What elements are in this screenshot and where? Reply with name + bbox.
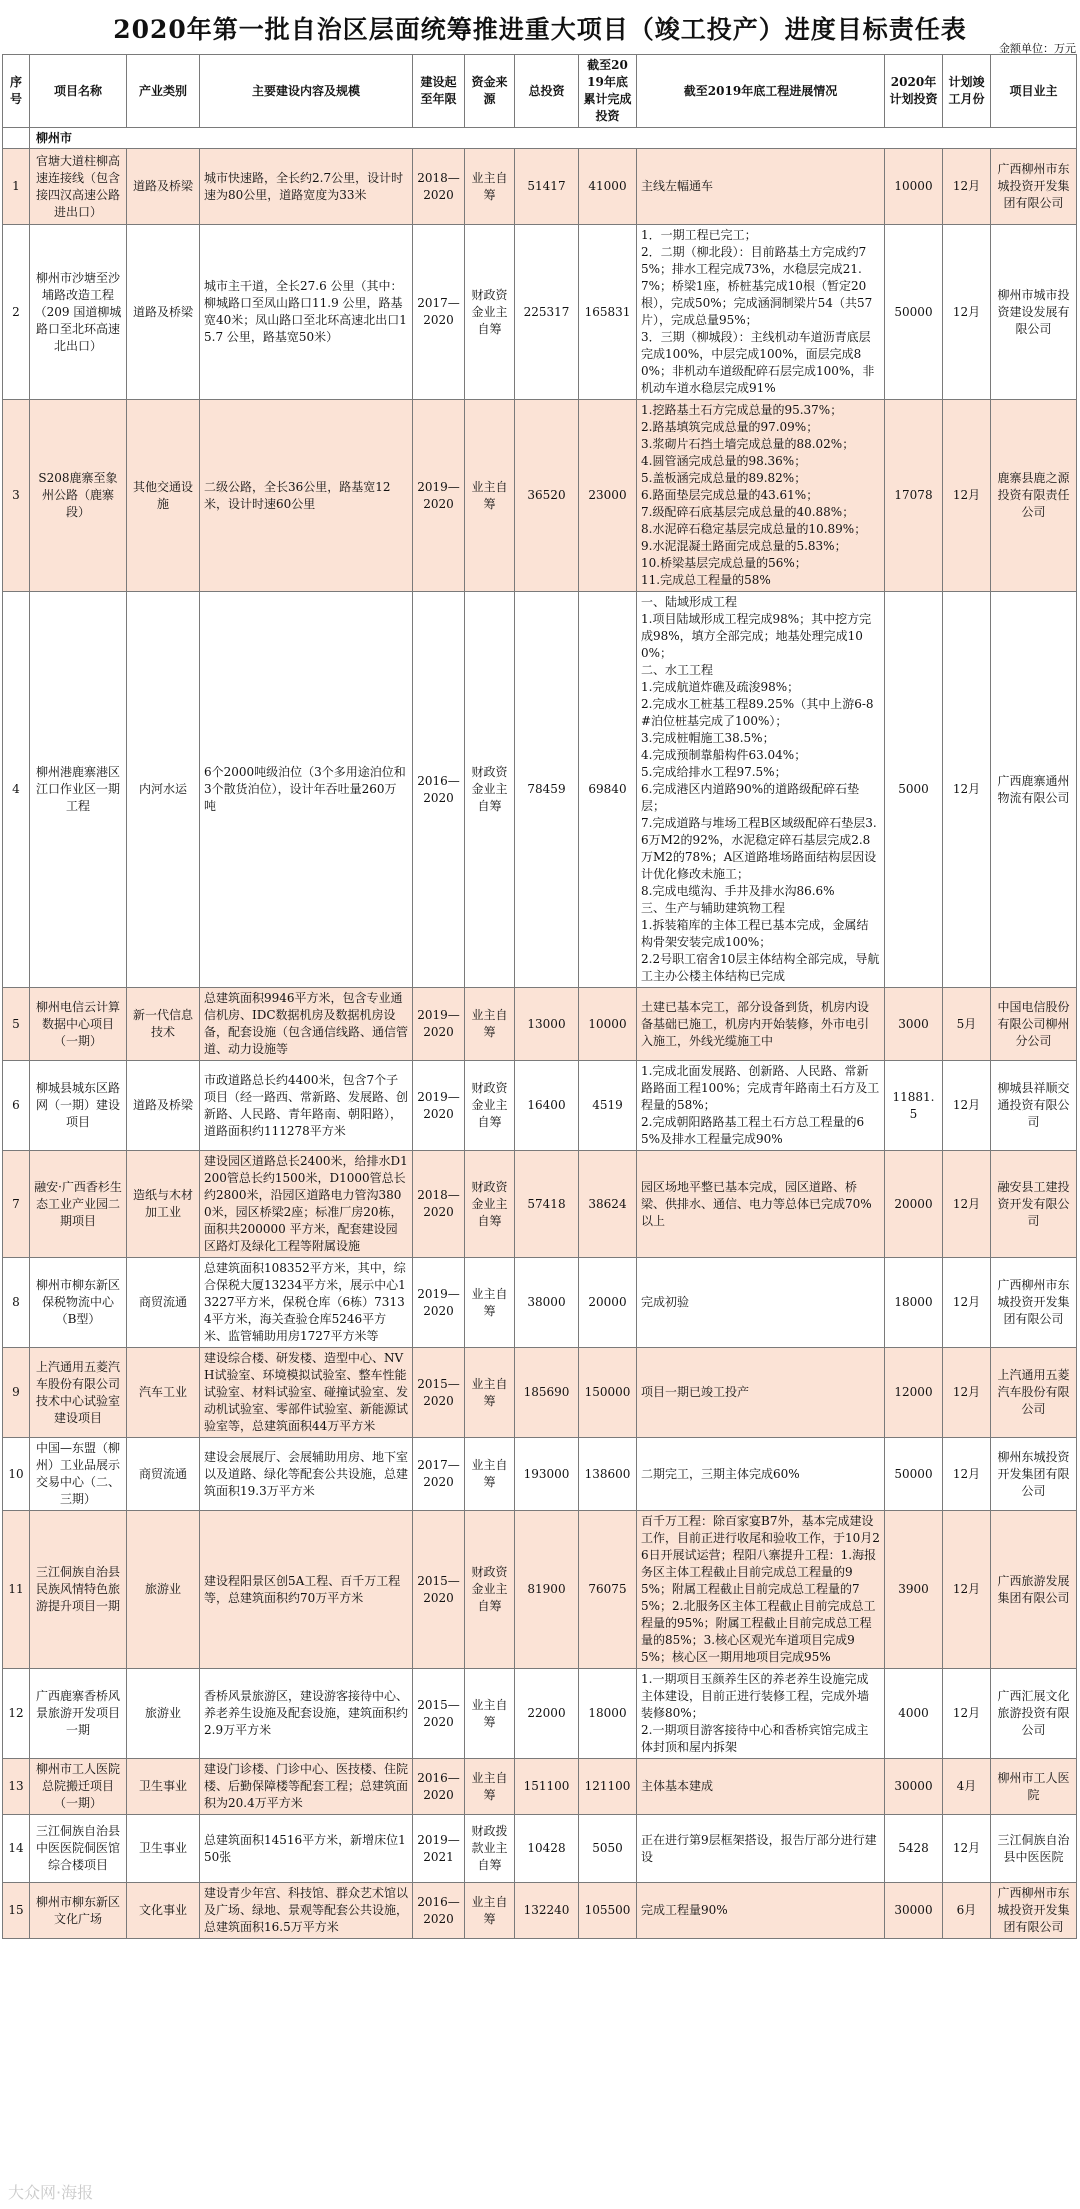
construction-content: 城市快速路，全长约2.7公里，设计时速为80公里，道路宽度为33米 bbox=[200, 149, 413, 225]
completed-investment: 150000 bbox=[579, 1348, 637, 1438]
construction-years: 2015—2020 bbox=[413, 1348, 465, 1438]
project-name: 中国—东盟（柳州）工业品展示交易中心（二、三期） bbox=[30, 1438, 127, 1511]
planned-investment-2020: 30000 bbox=[885, 1759, 943, 1815]
table-row bbox=[3, 1258, 1077, 1348]
progress-line: 百千万工程：除百家宴B7外，基本完成建设工作，目前正进行收尾和验收工作，于10月26日开展试运营；程阳八寨提升工程：1.海报务区主体工程截止目前完成总工程量的95%；附属工程截止目前完成总工程量的75%；2.北服务区主体工程截止目前完成总工程量的95%；附属工程截止目前完成总工程量的85%；3.核心区观光车道项目完成95%；核心区一期用地项目完成95% bbox=[641, 1514, 880, 1664]
fund-source: 财政资金业主自筹 bbox=[465, 1511, 515, 1669]
row-number: 14 bbox=[3, 1815, 30, 1883]
construction-content: 二级公路，全长36公里，路基宽12米，设计时速60公里 bbox=[200, 400, 413, 592]
table-row bbox=[3, 988, 1077, 1061]
fund-source: 业主自筹 bbox=[465, 988, 515, 1061]
progress-status bbox=[637, 1258, 885, 1348]
construction-years: 2015—2020 bbox=[413, 1669, 465, 1759]
construction-years: 2017—2020 bbox=[413, 1438, 465, 1511]
progress-line: 6.完成港区内道路90%的道路级配碎石垫层； bbox=[641, 782, 860, 813]
construction-years: 2016—2020 bbox=[413, 1759, 465, 1815]
completed-investment: 76075 bbox=[579, 1511, 637, 1669]
progress-line: 主线左幅通车 bbox=[641, 179, 714, 193]
row-number: 1 bbox=[3, 149, 30, 225]
planned-completion-month: 5月 bbox=[943, 988, 991, 1061]
row-number: 9 bbox=[3, 1348, 30, 1438]
construction-content: 建设园区道路总长2400米，给排水D1200管总长约1500米，D1000管总长约2800米，沿园区道路电力管沟3800米，园区桥梁2座；标准厂房20栋，面积共200000 平方米，配套建设园区路灯及绿化工程等附属设施 bbox=[200, 1151, 413, 1258]
header-cell: 计划竣工月份 bbox=[943, 55, 991, 128]
construction-content: 总建筑面积14516平方米，新增床位150张 bbox=[200, 1815, 413, 1883]
row-number: 12 bbox=[3, 1669, 30, 1759]
completed-investment: 41000 bbox=[579, 149, 637, 225]
progress-line: 9.水泥混凝土路面完成总量的5.83%； bbox=[641, 539, 847, 553]
project-owner: 上汽通用五菱汽车股份有限公司 bbox=[991, 1348, 1077, 1438]
planned-investment-2020: 5428 bbox=[885, 1815, 943, 1883]
progress-status bbox=[637, 1061, 885, 1151]
total-investment: 81900 bbox=[515, 1511, 579, 1669]
progress-line: 3．三期（柳城段）：主线机动车道沥青底层完成100%，中层完成100%，面层完成80%；非机动车道级配碎石层完成100%，非机动车道水稳层完成91% bbox=[641, 330, 875, 395]
industry-category: 卫生事业 bbox=[127, 1815, 200, 1883]
city-row bbox=[3, 128, 1077, 149]
total-investment: 57418 bbox=[515, 1151, 579, 1258]
fund-source: 业主自筹 bbox=[465, 1759, 515, 1815]
progress-line: 2．二期（柳北段）：目前路基土方完成约75%；排水工程完成73%，水稳层完成21.7%；桥梁1座，桥桩基完成10根（暂定20根），完成50%；完成涵洞制梁片54（共57片），完成总量95%； bbox=[641, 245, 873, 327]
table-row bbox=[3, 1061, 1077, 1151]
progress-status bbox=[637, 1438, 885, 1511]
planned-completion-month: 12月 bbox=[943, 1511, 991, 1669]
progress-line: 1.拆装箱库的主体工程已基本完成，金属结构骨架安装完成100%； bbox=[641, 918, 869, 949]
completed-investment: 10000 bbox=[579, 988, 637, 1061]
unit-note: 金额单位：万元 bbox=[999, 42, 1076, 55]
project-owner: 三江侗族自治县中医医院 bbox=[991, 1815, 1077, 1883]
fund-source: 财政资金业主自筹 bbox=[465, 592, 515, 988]
fund-source: 财政资金业主自筹 bbox=[465, 225, 515, 400]
progress-line: 4.圆管涵完成总量的98.36%； bbox=[641, 454, 807, 468]
project-owner: 广西柳州市东城投资开发集团有限公司 bbox=[991, 1883, 1077, 1939]
construction-content: 6个2000吨级泊位（3个多用途泊位和3个散货泊位），设计年吞吐量260万吨 bbox=[200, 592, 413, 988]
document-title: 2020年第一批自治区层面统筹推进重大项目（竣工投产）进度目标责任表 bbox=[113, 15, 967, 44]
fund-source: 业主自筹 bbox=[465, 400, 515, 592]
progress-status bbox=[637, 1883, 885, 1939]
planned-investment-2020: 20000 bbox=[885, 1151, 943, 1258]
total-investment: 78459 bbox=[515, 592, 579, 988]
progress-status bbox=[637, 1669, 885, 1759]
construction-content: 总建筑面积9946平方米，包含专业通信机房、IDC数据机房及数据机房设备，配套设施（包含通信线路、通信管道、动力设施等 bbox=[200, 988, 413, 1061]
project-owner: 广西汇展文化旅游投资有限公司 bbox=[991, 1669, 1077, 1759]
total-investment: 132240 bbox=[515, 1883, 579, 1939]
planned-completion-month: 12月 bbox=[943, 400, 991, 592]
progress-line: 1.一期项目玉颜养生区的养老养生设施完成主体建设，目前正进行装修工程，完成外墙装修80%； bbox=[641, 1672, 870, 1720]
total-investment: 22000 bbox=[515, 1669, 579, 1759]
progress-line: 2.一期项目游客接待中心和香桥宾馆完成主体封顶和屋内拆架 bbox=[641, 1723, 869, 1754]
completed-investment: 165831 bbox=[579, 225, 637, 400]
progress-line: 完成工程量90% bbox=[641, 1903, 728, 1917]
header-cell: 项目名称 bbox=[30, 55, 127, 128]
construction-years: 2019—2020 bbox=[413, 1061, 465, 1151]
city-no-cell bbox=[3, 128, 30, 149]
planned-investment-2020: 5000 bbox=[885, 592, 943, 988]
progress-line: 一、陆域形成工程 bbox=[641, 595, 738, 609]
construction-content: 建设青少年宫、科技馆、群众艺术馆以及广场、绿地、景观等配套公共设施，总建筑面积16.5万平方米 bbox=[200, 1883, 413, 1939]
table-row bbox=[3, 149, 1077, 225]
construction-years: 2019—2020 bbox=[413, 400, 465, 592]
planned-investment-2020: 12000 bbox=[885, 1348, 943, 1438]
industry-category: 商贸流通 bbox=[127, 1438, 200, 1511]
progress-line: 6.路面垫层完成总量的43.61%； bbox=[641, 488, 819, 502]
progress-status bbox=[637, 1348, 885, 1438]
planned-completion-month: 12月 bbox=[943, 1438, 991, 1511]
project-owner: 广西鹿寨通州物流有限公司 bbox=[991, 592, 1077, 988]
planned-completion-month: 12月 bbox=[943, 1669, 991, 1759]
progress-line: 5.盖板涵完成总量的89.82%； bbox=[641, 471, 807, 485]
total-investment: 151100 bbox=[515, 1759, 579, 1815]
progress-line: 8.完成电缆沟、手井及排水沟86.6% bbox=[641, 884, 835, 898]
industry-category: 造纸与木材加工业 bbox=[127, 1151, 200, 1258]
industry-category: 卫生事业 bbox=[127, 1759, 200, 1815]
progress-line: 7.级配碎石底基层完成总量的40.88%； bbox=[641, 505, 855, 519]
industry-category: 道路及桥梁 bbox=[127, 149, 200, 225]
total-investment: 13000 bbox=[515, 988, 579, 1061]
table-row bbox=[3, 1815, 1077, 1883]
row-number: 3 bbox=[3, 400, 30, 592]
project-owner: 广西旅游发展集团有限公司 bbox=[991, 1511, 1077, 1669]
planned-investment-2020: 50000 bbox=[885, 1438, 943, 1511]
table-row bbox=[3, 1883, 1077, 1939]
project-owner: 融安县工建投资开发有限公司 bbox=[991, 1151, 1077, 1258]
progress-line: 3.完成桩帽施工38.5%； bbox=[641, 731, 775, 745]
completed-investment: 20000 bbox=[579, 1258, 637, 1348]
row-number: 6 bbox=[3, 1061, 30, 1151]
construction-content: 建设会展展厅、会展辅助用房、地下室以及道路、绿化等配套公共设施，总建筑面积19.3万平方米 bbox=[200, 1438, 413, 1511]
project-owner: 广西柳州市东城投资开发集团有限公司 bbox=[991, 1258, 1077, 1348]
total-investment: 185690 bbox=[515, 1348, 579, 1438]
planned-completion-month: 12月 bbox=[943, 1348, 991, 1438]
header-cell: 项目业主 bbox=[991, 55, 1077, 128]
progress-line: 2.完成水工桩基工程89.25%（其中上游6-8#泊位桩基完成了100%）； bbox=[641, 697, 874, 728]
completed-investment: 5050 bbox=[579, 1815, 637, 1883]
header-cell: 产业类别 bbox=[127, 55, 200, 128]
construction-years: 2016—2020 bbox=[413, 1883, 465, 1939]
progress-status bbox=[637, 1815, 885, 1883]
completed-investment: 18000 bbox=[579, 1669, 637, 1759]
city-name: 柳州市 bbox=[30, 128, 1077, 149]
fund-source: 业主自筹 bbox=[465, 1258, 515, 1348]
project-owner: 柳城县祥顺交通投资有限公司 bbox=[991, 1061, 1077, 1151]
construction-years: 2016—2020 bbox=[413, 592, 465, 988]
planned-completion-month: 12月 bbox=[943, 1815, 991, 1883]
industry-category: 文化事业 bbox=[127, 1883, 200, 1939]
progress-line: 10.桥梁基层完成总量的56%； bbox=[641, 556, 807, 570]
project-table bbox=[2, 54, 1077, 1939]
fund-source: 财政资金业主自筹 bbox=[465, 1061, 515, 1151]
watermark: 大众网·海报 bbox=[8, 2183, 94, 2202]
industry-category: 旅游业 bbox=[127, 1669, 200, 1759]
industry-category: 商贸流通 bbox=[127, 1258, 200, 1348]
planned-completion-month: 4月 bbox=[943, 1759, 991, 1815]
progress-status bbox=[637, 1759, 885, 1815]
progress-status bbox=[637, 988, 885, 1061]
project-owner: 柳州东城投资开发集团有限公司 bbox=[991, 1438, 1077, 1511]
progress-line: 2.完成朝阳路路基工程土石方总工程量的65%及排水工程量完成90% bbox=[641, 1115, 865, 1146]
construction-years: 2017—2020 bbox=[413, 225, 465, 400]
project-name: 三江侗族自治县民族风情特色旅游提升项目一期 bbox=[30, 1511, 127, 1669]
project-name: 柳州市柳东新区保税物流中心（B型） bbox=[30, 1258, 127, 1348]
project-owner: 中国电信股份有限公司柳州分公司 bbox=[991, 988, 1077, 1061]
header-cell: 截至2019年底累计完成投资 bbox=[579, 55, 637, 128]
progress-status bbox=[637, 225, 885, 400]
construction-content: 建设综合楼、研发楼、造型中心、NVH试验室、环境模拟试验室、整车性能试验室、材料试验室、碰撞试验室、发动机试验室、零部件试验室、新能源试验室等，总建筑面积44万平方米 bbox=[200, 1348, 413, 1438]
fund-source: 业主自筹 bbox=[465, 149, 515, 225]
construction-years: 2019—2021 bbox=[413, 1815, 465, 1883]
table-row bbox=[3, 1348, 1077, 1438]
total-investment: 193000 bbox=[515, 1438, 579, 1511]
progress-line: 2.2号职工宿舍10层主体结构全部完成，导航工主办公楼主体结构已完成 bbox=[641, 952, 880, 983]
planned-investment-2020: 11881.5 bbox=[885, 1061, 943, 1151]
total-investment: 10428 bbox=[515, 1815, 579, 1883]
project-name: 柳州市工人医院总院搬迁项目（一期） bbox=[30, 1759, 127, 1815]
table-header-row bbox=[3, 55, 1077, 128]
table-row bbox=[3, 225, 1077, 400]
project-name: 广西鹿寨香桥风景旅游开发项目一期 bbox=[30, 1669, 127, 1759]
planned-investment-2020: 4000 bbox=[885, 1669, 943, 1759]
project-owner: 柳州市城市投资建设发展有限公司 bbox=[991, 225, 1077, 400]
total-investment: 225317 bbox=[515, 225, 579, 400]
completed-investment: 121100 bbox=[579, 1759, 637, 1815]
construction-years: 2019—2020 bbox=[413, 1258, 465, 1348]
progress-line: 2.路基填筑完成总量的97.09%； bbox=[641, 420, 819, 434]
project-name: 柳州港鹿寨港区江口作业区一期工程 bbox=[30, 592, 127, 988]
table-row bbox=[3, 1151, 1077, 1258]
completed-investment: 138600 bbox=[579, 1438, 637, 1511]
progress-line: 3.浆砌片石挡土墙完成总量的88.02%； bbox=[641, 437, 855, 451]
industry-category: 汽车工业 bbox=[127, 1348, 200, 1438]
progress-line: 三、生产与辅助建筑物工程 bbox=[641, 901, 786, 915]
row-number: 10 bbox=[3, 1438, 30, 1511]
project-name: 上汽通用五菱汽车股份有限公司技术中心试验室建设项目 bbox=[30, 1348, 127, 1438]
fund-source: 业主自筹 bbox=[465, 1883, 515, 1939]
completed-investment: 38624 bbox=[579, 1151, 637, 1258]
progress-line: 园区场地平整已基本完成，园区道路、桥梁、供排水、通信、电力等总体已完成70%以上 bbox=[641, 1179, 872, 1228]
total-investment: 51417 bbox=[515, 149, 579, 225]
progress-line: 土建已基本完工，部分设备到货，机房内设备基础已施工，机房内开始装修，外市电引入施工，外线光缆施工中 bbox=[641, 999, 870, 1048]
project-name: 三江侗族自治县中医医院侗医馆综合楼项目 bbox=[30, 1815, 127, 1883]
completed-investment: 23000 bbox=[579, 400, 637, 592]
construction-content: 建设门诊楼、门诊中心、医技楼、住院楼、后勤保障楼等配套工程；总建筑面积为20.4万平方米 bbox=[200, 1759, 413, 1815]
construction-content: 香桥风景旅游区，建设游客接待中心、养老养生设施及配套设施，建筑面积约2.9万平方米 bbox=[200, 1669, 413, 1759]
header-cell: 截至2019年底工程进展情况 bbox=[637, 55, 885, 128]
progress-line: 7.完成道路与堆场工程B区域级配碎石垫层3.6万M2的92%，水泥稳定碎石基层完成2.8万M2的78%；A区道路堆场路面结构层因设计优化修改未施工； bbox=[641, 816, 877, 881]
project-name: 柳州市柳东新区文化广场 bbox=[30, 1883, 127, 1939]
header-cell: 总投资 bbox=[515, 55, 579, 128]
fund-source: 财政拨款业主自筹 bbox=[465, 1815, 515, 1883]
progress-status bbox=[637, 400, 885, 592]
completed-investment: 69840 bbox=[579, 592, 637, 988]
row-number: 5 bbox=[3, 988, 30, 1061]
project-name: 柳州电信云计算数据中心项目（一期） bbox=[30, 988, 127, 1061]
fund-source: 业主自筹 bbox=[465, 1669, 515, 1759]
planned-investment-2020: 10000 bbox=[885, 149, 943, 225]
row-number: 8 bbox=[3, 1258, 30, 1348]
construction-years: 2019—2020 bbox=[413, 988, 465, 1061]
row-number: 15 bbox=[3, 1883, 30, 1939]
project-name: 官塘大道柱柳高速连接线（包含接四汉高速公路进出口） bbox=[30, 149, 127, 225]
progress-line: 二、水工工程 bbox=[641, 663, 714, 677]
progress-line: 1.挖路基土石方完成总量的95.37%； bbox=[641, 403, 843, 417]
progress-line: 8.水泥碎石稳定基层完成总量的10.89%； bbox=[641, 522, 867, 536]
progress-status bbox=[637, 1151, 885, 1258]
industry-category: 旅游业 bbox=[127, 1511, 200, 1669]
progress-line: 1．一期工程已完工； bbox=[641, 228, 757, 242]
industry-category: 道路及桥梁 bbox=[127, 225, 200, 400]
progress-line: 二期完工，三期主体完成60% bbox=[641, 1466, 800, 1481]
progress-line: 1.完成航道炸礁及疏浚98%； bbox=[641, 680, 800, 694]
project-name: 融安·广西香杉生态工业产业园二期项目 bbox=[30, 1151, 127, 1258]
project-name: S208鹿寨至象州公路（鹿寨段） bbox=[30, 400, 127, 592]
construction-years: 2018—2020 bbox=[413, 1151, 465, 1258]
row-number: 2 bbox=[3, 225, 30, 400]
construction-content: 城市主干道，全长27.6 公里（其中：柳城路口至凤山路口11.9 公里，路基宽40米；凤山路口至北环高速北出口15.7 公里，路基宽50米） bbox=[200, 225, 413, 400]
planned-investment-2020: 30000 bbox=[885, 1883, 943, 1939]
header-cell: 序号 bbox=[3, 55, 30, 128]
row-number: 13 bbox=[3, 1759, 30, 1815]
progress-status bbox=[637, 1511, 885, 1669]
progress-line: 完成初验 bbox=[641, 1295, 690, 1309]
progress-status bbox=[637, 592, 885, 988]
construction-content: 市政道路总长约4400米，包含7个子项目（经一路西、常新路、发展路、创新路、人民路、青年路南、朝阳路），道路面积约111278平方米 bbox=[200, 1061, 413, 1151]
planned-completion-month: 12月 bbox=[943, 225, 991, 400]
industry-category: 新一代信息技术 bbox=[127, 988, 200, 1061]
construction-content: 建设程阳景区创5A工程、百千万工程等，总建筑面积约70万平方米 bbox=[200, 1511, 413, 1669]
industry-category: 其他交通设施 bbox=[127, 400, 200, 592]
table-row bbox=[3, 400, 1077, 592]
table-row bbox=[3, 592, 1077, 988]
completed-investment: 4519 bbox=[579, 1061, 637, 1151]
progress-line: 5.完成给排水工程97.5%； bbox=[641, 765, 787, 779]
completed-investment: 105500 bbox=[579, 1883, 637, 1939]
progress-status bbox=[637, 149, 885, 225]
progress-line: 11.完成总工程量的58% bbox=[641, 573, 771, 587]
table-row bbox=[3, 1438, 1077, 1511]
planned-investment-2020: 3900 bbox=[885, 1511, 943, 1669]
project-name: 柳州市沙塘至沙埔路改造工程（209 国道柳城路口至北环高速北出口） bbox=[30, 225, 127, 400]
planned-completion-month: 12月 bbox=[943, 149, 991, 225]
planned-investment-2020: 17078 bbox=[885, 400, 943, 592]
header-cell: 资金来源 bbox=[465, 55, 515, 128]
header-cell: 主要建设内容及规模 bbox=[200, 55, 413, 128]
industry-category: 内河水运 bbox=[127, 592, 200, 988]
construction-years: 2015—2020 bbox=[413, 1511, 465, 1669]
progress-line: 1.项目陆域形成工程完成98%；其中挖方完成98%，填方全部完成；地基处理完成100%； bbox=[641, 612, 872, 660]
progress-line: 主体基本建成 bbox=[641, 1779, 714, 1793]
total-investment: 36520 bbox=[515, 400, 579, 592]
project-owner: 柳州市工人医院 bbox=[991, 1759, 1077, 1815]
total-investment: 38000 bbox=[515, 1258, 579, 1348]
construction-years: 2018—2020 bbox=[413, 149, 465, 225]
project-owner: 鹿寨县鹿之源投资有限责任公司 bbox=[991, 400, 1077, 592]
progress-line: 4.完成预制靠船构件63.04%； bbox=[641, 748, 807, 762]
planned-investment-2020: 3000 bbox=[885, 988, 943, 1061]
planned-investment-2020: 50000 bbox=[885, 225, 943, 400]
planned-completion-month: 12月 bbox=[943, 1258, 991, 1348]
progress-line: 1.完成北面发展路、创新路、人民路、常新路路面工程100%；完成青年路南土石方及工程量的58%； bbox=[641, 1064, 880, 1112]
planned-completion-month: 12月 bbox=[943, 592, 991, 988]
row-number: 11 bbox=[3, 1511, 30, 1669]
industry-category: 道路及桥梁 bbox=[127, 1061, 200, 1151]
project-name: 柳城县城东区路网（一期）建设项目 bbox=[30, 1061, 127, 1151]
fund-source: 业主自筹 bbox=[465, 1348, 515, 1438]
project-owner: 广西柳州市东城投资开发集团有限公司 bbox=[991, 149, 1077, 225]
planned-completion-month: 6月 bbox=[943, 1883, 991, 1939]
construction-content: 总建筑面积108352平方米，其中，综合保税大厦13234平方米，展示中心13227平方米，保税仓库（6栋）73134平方米，海关查验仓库5246平方米、监管辅助用房1727平方米等 bbox=[200, 1258, 413, 1348]
table-row bbox=[3, 1759, 1077, 1815]
header-cell: 建设起至年限 bbox=[413, 55, 465, 128]
progress-line: 项目一期已竣工投产 bbox=[641, 1385, 750, 1399]
progress-line: 正在进行第9层框架搭设，报告厅部分进行建设 bbox=[641, 1832, 877, 1864]
fund-source: 财政资金业主自筹 bbox=[465, 1151, 515, 1258]
row-number: 4 bbox=[3, 592, 30, 988]
fund-source: 业主自筹 bbox=[465, 1438, 515, 1511]
planned-completion-month: 12月 bbox=[943, 1151, 991, 1258]
row-number: 7 bbox=[3, 1151, 30, 1258]
planned-investment-2020: 18000 bbox=[885, 1258, 943, 1348]
planned-completion-month: 12月 bbox=[943, 1061, 991, 1151]
table-row bbox=[3, 1511, 1077, 1669]
header-cell: 2020年计划投资 bbox=[885, 55, 943, 128]
total-investment: 16400 bbox=[515, 1061, 579, 1151]
table-row bbox=[3, 1669, 1077, 1759]
